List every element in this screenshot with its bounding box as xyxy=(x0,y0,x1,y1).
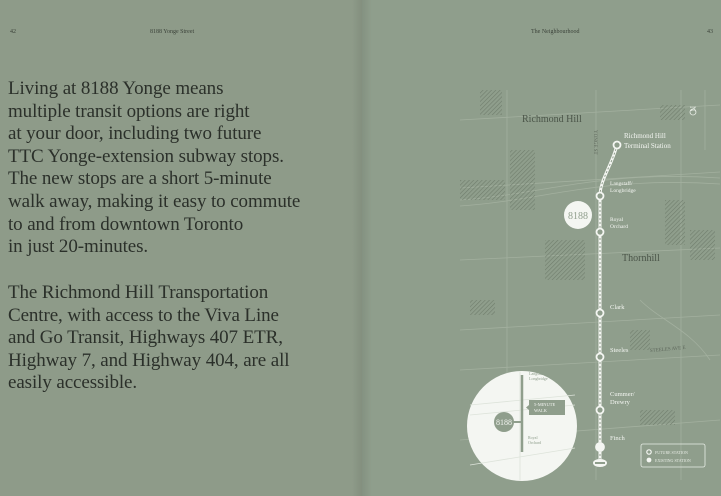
street-label-steeles: STEELES AVE E xyxy=(649,345,686,354)
svg-text:8188: 8188 xyxy=(568,211,588,222)
existing-station-icon xyxy=(647,458,652,463)
area-label-thornhill: Thornhill xyxy=(622,253,660,264)
svg-text:WALK: WALK xyxy=(534,408,547,413)
svg-text:Orchard: Orchard xyxy=(528,440,542,445)
station-marker-finch xyxy=(596,443,604,451)
inset-walk-map xyxy=(467,371,577,481)
compass-icon xyxy=(688,106,697,115)
page-number-right: 43 xyxy=(707,29,713,35)
green-space-hatching xyxy=(460,90,715,425)
svg-text:Royal: Royal xyxy=(610,217,624,223)
svg-text:FUTURE STATION: FUTURE STATION xyxy=(655,450,688,455)
svg-text:8188: 8188 xyxy=(496,418,512,427)
svg-text:Clark: Clark xyxy=(610,304,625,311)
svg-text:Orchard: Orchard xyxy=(610,224,629,230)
street-label-yonge: YONGE ST xyxy=(592,130,597,155)
svg-text:Steeles: Steeles xyxy=(610,347,629,354)
ttc-logo-icon xyxy=(593,459,607,467)
running-title-right: The Neighbourhood xyxy=(531,29,580,35)
future-station-icon xyxy=(647,450,651,454)
svg-text:Drewry: Drewry xyxy=(610,399,630,406)
svg-text:Terminal Station: Terminal Station xyxy=(624,142,671,150)
svg-text:Longbridge: Longbridge xyxy=(529,376,548,381)
svg-text:Richmond Hill: Richmond Hill xyxy=(624,132,666,140)
area-label-richmond-hill: Richmond Hill xyxy=(522,114,582,125)
page-number-left: 42 xyxy=(10,29,16,35)
svg-text:Cummer/: Cummer/ xyxy=(610,391,635,398)
svg-text:EXISTING STATION: EXISTING STATION xyxy=(655,458,691,463)
station-marker-langstaff xyxy=(597,193,604,200)
transportation-paragraph: The Richmond Hill Transportation Centre, with access to the Viva Line and Go Transit, Highways 407 ETR, Highway 7, and Highway 404, are all easily accessible. xyxy=(8,282,290,394)
station-marker-richmond-hill xyxy=(614,142,621,149)
station-marker-steeles xyxy=(597,354,604,361)
site-marker-8188 xyxy=(564,201,592,229)
station-marker-clark xyxy=(597,310,604,317)
svg-text:5-MINUTE: 5-MINUTE xyxy=(534,402,556,407)
svg-text:Finch: Finch xyxy=(610,435,625,442)
running-title-left: 8188 Yonge Street xyxy=(150,29,195,35)
map-legend xyxy=(641,444,705,467)
svg-text:N: N xyxy=(688,106,697,112)
svg-text:Langstaff/: Langstaff/ xyxy=(529,371,546,376)
intro-paragraph: Living at 8188 Yonge means multiple transit options are right at your door, including two future TTC Yonge-extension subway stops. The new stops are a short 5-minute walk away, making it easy to commute to and from downtown Toronto in just 20-minutes. xyxy=(8,78,301,258)
svg-text:Langstaff/: Langstaff/ xyxy=(610,181,633,187)
station-marker-royal-orchard xyxy=(597,229,604,236)
svg-text:Longbridge: Longbridge xyxy=(610,188,636,194)
svg-text:Royal: Royal xyxy=(528,435,538,440)
station-marker-cummer xyxy=(597,407,604,414)
